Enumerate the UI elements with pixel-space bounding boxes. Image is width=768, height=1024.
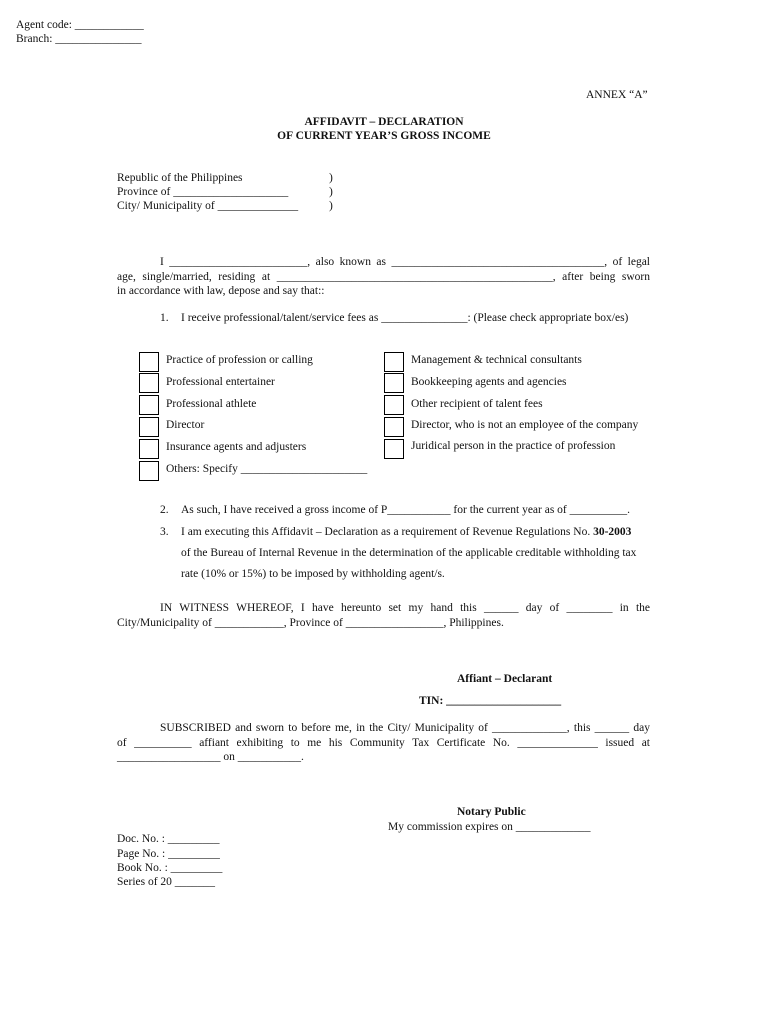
- commission-expiry: My commission expires on _____________: [388, 821, 591, 833]
- intro-line-2: age, single/married, residing at ________________________________________________, after being sworn: [117, 271, 650, 283]
- checkbox-professional-entertainer[interactable]: [139, 373, 159, 393]
- book-no: Book No. : _________: [117, 862, 223, 874]
- venue-paren: ): [329, 200, 333, 212]
- checkbox-label: Management & technical consultants: [411, 354, 582, 366]
- witness-line-1: IN WITNESS WHEREOF, I have hereunto set my hand this ______ day of ________ in the: [160, 602, 650, 614]
- agent-code-field: Agent code: ____________: [16, 19, 144, 31]
- subscribed-line-1: SUBSCRIBED and sworn to before me, in the City/ Municipality of _____________, this ______ day: [160, 722, 650, 734]
- checkbox-other-talent-fees[interactable]: [384, 395, 404, 415]
- document-subtitle: OF CURRENT YEAR’S GROSS INCOME: [277, 130, 491, 142]
- checkbox-label: Others: Specify ______________________: [166, 463, 368, 475]
- subscribed-line-2: of __________ affiant exhibiting to me his Community Tax Certificate No. ______________ issued at: [117, 737, 650, 749]
- intro-line-3: in accordance with law, depose and say that::: [117, 285, 325, 297]
- checkbox-others[interactable]: [139, 461, 159, 481]
- checkbox-bookkeeping-agents[interactable]: [384, 373, 404, 393]
- checkbox-director[interactable]: [139, 417, 159, 437]
- series-of: Series of 20 _______: [117, 876, 216, 888]
- checkbox-insurance-agents[interactable]: [139, 439, 159, 459]
- doc-no: Doc. No. : _________: [117, 833, 220, 845]
- checkbox-label: Professional athlete: [166, 398, 257, 410]
- branch-field: Branch: _______________: [16, 33, 142, 45]
- witness-line-2: City/Municipality of ____________, Province of _________________, Philippines.: [117, 617, 504, 629]
- checkbox-label: Juridical person in the practice of profession: [411, 440, 616, 452]
- checkbox-director-non-employee[interactable]: [384, 417, 404, 437]
- checkbox-label: Professional entertainer: [166, 376, 275, 388]
- checkbox-management-consultants[interactable]: [384, 352, 404, 372]
- item-1-text: I receive professional/talent/service fees as _______________: (Please check appropriate box/es): [181, 312, 629, 324]
- item-1-number: 1.: [160, 312, 169, 324]
- venue-republic: Republic of the Philippines: [117, 172, 243, 184]
- item-2-text: As such, I have received a gross income of P___________ for the current year as of __________.: [181, 504, 631, 516]
- affiant-label: Affiant – Declarant: [457, 673, 553, 685]
- checkbox-label: Insurance agents and adjusters: [166, 441, 307, 453]
- checkbox-label: Bookkeeping agents and agencies: [411, 376, 567, 388]
- checkbox-label: Practice of profession or calling: [166, 354, 313, 366]
- document-title: AFFIDAVIT – DECLARATION: [304, 116, 464, 128]
- page-no: Page No. : _________: [117, 848, 220, 860]
- checkbox-practice-of-profession[interactable]: [139, 352, 159, 372]
- item-3-line-2: of the Bureau of Internal Revenue in the determination of the applicable creditable withholding tax: [181, 547, 637, 559]
- venue-paren: ): [329, 172, 333, 184]
- checkbox-label: Director, who is not an employee of the company: [411, 419, 639, 431]
- venue-city: City/ Municipality of ______________: [117, 200, 299, 212]
- venue-paren: ): [329, 186, 333, 198]
- intro-line-1: I ________________________, also known as _____________________________________, of legal: [160, 256, 650, 268]
- checkbox-juridical-person[interactable]: [384, 439, 404, 459]
- item-3-line-1: I am executing this Affidavit – Declaration as a requirement of Revenue Regulations No. 30-2003: [181, 526, 632, 538]
- venue-province: Province of ____________________: [117, 186, 289, 198]
- affiant-tin: TIN: ____________________: [419, 695, 562, 707]
- annex-label: ANNEX “A”: [586, 89, 648, 101]
- item-2-number: 2.: [160, 504, 169, 516]
- subscribed-line-3: __________________ on ___________.: [117, 751, 304, 763]
- checkbox-label: Other recipient of talent fees: [411, 398, 543, 410]
- notary-label: Notary Public: [457, 806, 526, 818]
- checkbox-professional-athlete[interactable]: [139, 395, 159, 415]
- item-3-line-3: rate (10% or 15%) to be imposed by withholding agent/s.: [181, 568, 445, 580]
- checkbox-label: Director: [166, 419, 205, 431]
- item-3-number: 3.: [160, 526, 169, 538]
